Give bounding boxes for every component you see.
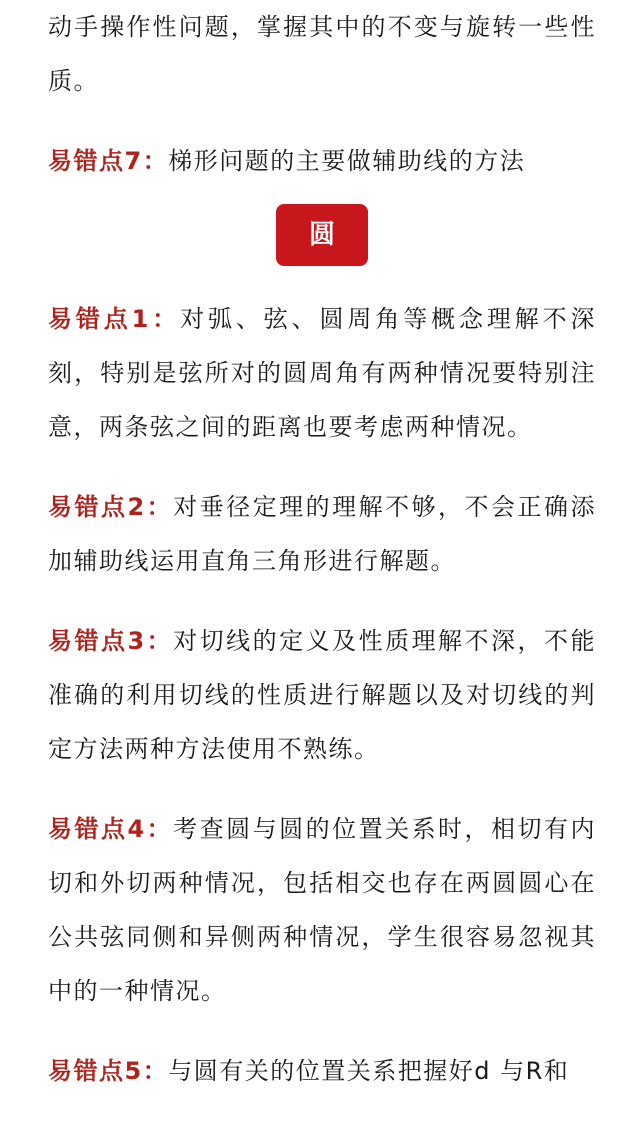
mistake-point-4-label: 易错点4： xyxy=(48,815,174,843)
intro-text: 动手操作性问题，掌握其中的不变与旋转一些性质。 xyxy=(48,13,596,95)
section-heading-wrap xyxy=(48,204,596,266)
mistake-point-1-label: 易错点1： xyxy=(48,305,181,333)
intro-paragraph xyxy=(48,0,596,108)
section-heading-circle: 圆 xyxy=(276,204,368,266)
article-content xyxy=(48,0,596,1098)
mistake-point-7-text: 梯形问题的主要做辅助线的方法 xyxy=(168,147,526,175)
mistake-point-2-label: 易错点2： xyxy=(48,493,174,521)
mistake-point-2-text: 对垂径定理的理解不够，不会正确添加辅助线运用直角三角形进行解题。 xyxy=(48,493,597,575)
mistake-point-5 xyxy=(48,1044,596,1098)
mistake-point-7-label: 易错点7： xyxy=(48,147,169,175)
mistake-point-2 xyxy=(48,480,596,588)
mistake-point-1-text: 对弧、弦、圆周角等概念理解不深刻，特别是弦所对的圆周角有两种情况要特别注意，两条弦之间的距离也要考虑两种情况。 xyxy=(48,305,597,441)
spacer xyxy=(48,454,596,480)
mistake-point-5-label: 易错点5： xyxy=(48,1057,169,1085)
mistake-point-3-text: 对切线的定义及性质理解不深，不能准确的利用切线的性质进行解题以及对切线的判定方法两种方法使用不熟练。 xyxy=(48,627,597,763)
spacer xyxy=(48,776,596,802)
spacer xyxy=(48,108,596,134)
spacer xyxy=(48,1018,596,1044)
mistake-point-1 xyxy=(48,292,596,454)
mistake-point-3 xyxy=(48,614,596,776)
mistake-point-4 xyxy=(48,802,596,1018)
mistake-point-7 xyxy=(48,134,596,188)
mistake-point-3-label: 易错点3： xyxy=(48,627,174,655)
spacer xyxy=(48,588,596,614)
mistake-point-5-text: 与圆有关的位置关系把握好d 与R和 xyxy=(168,1057,570,1085)
mistake-point-4-text: 考查圆与圆的位置关系时，相切有内切和外切两种情况，包括相交也存在两圆圆心在公共弦同侧和异侧两种情况，学生很容易忽视其中的一种情况。 xyxy=(48,815,597,1005)
